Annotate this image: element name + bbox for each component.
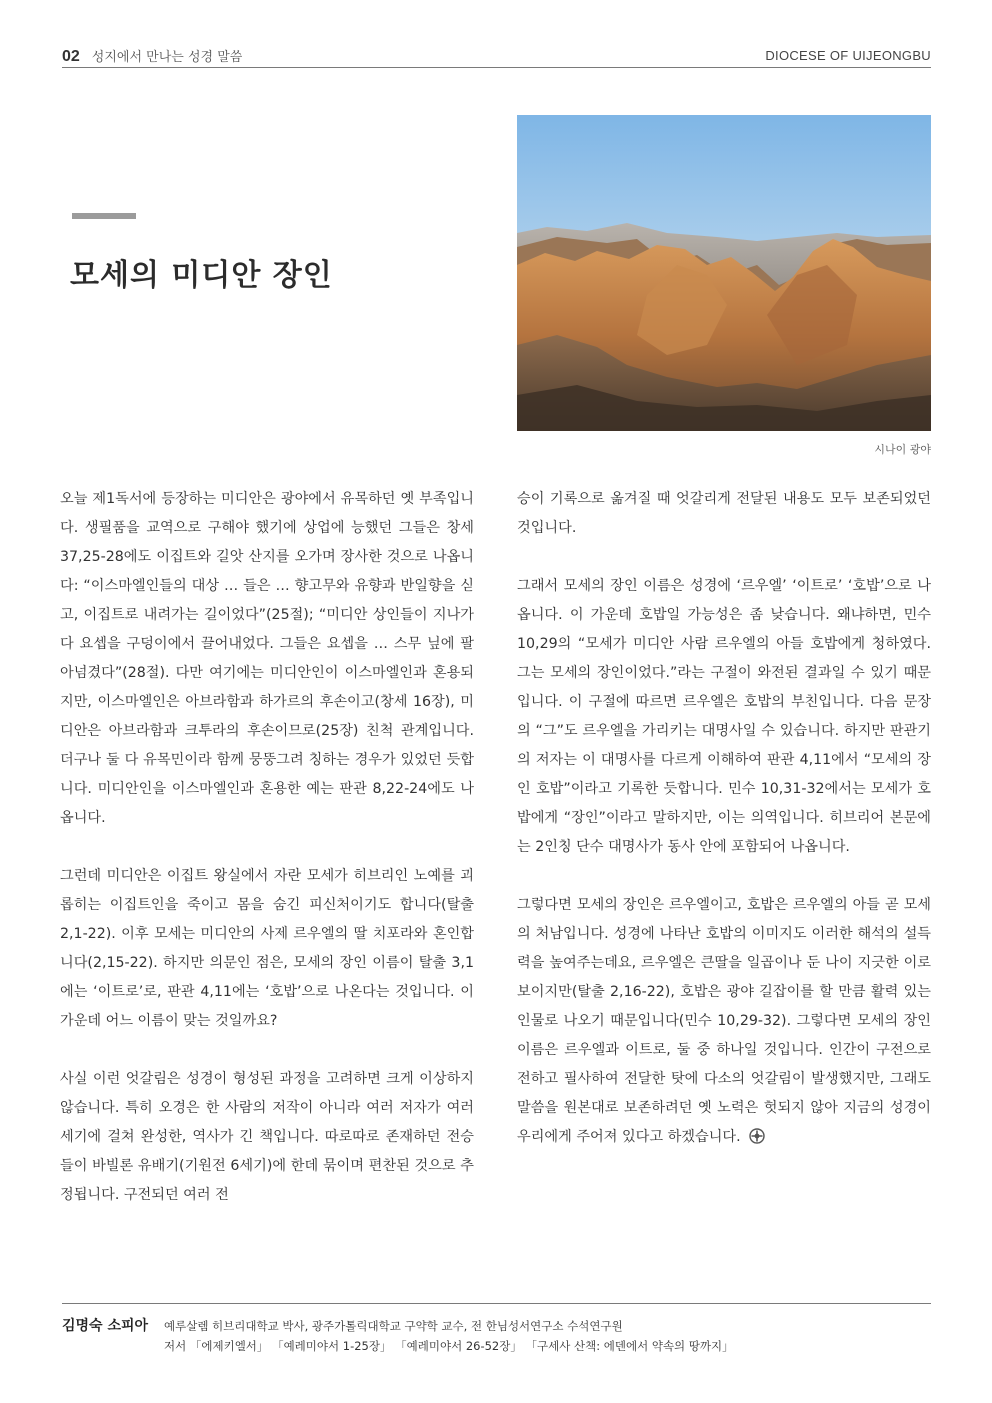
left-column [60, 485, 474, 1239]
title-accent-bar [72, 213, 136, 219]
photo-caption: 시나이 광야 [874, 443, 931, 456]
paragraph: 사실 이런 엇갈림은 성경이 형성된 과정을 고려하면 크게 이상하지 않습니다. 특히 오경은 한 사람의 저작이 아니라 여러 저자가 여러 세기에 걸쳐 완성한, 역사가 긴 책입니다. 따로따로 존재하던 전승들이 바빌론 유배기(기원전 6세기)에 한데 묶이며 편찬된 것으로 추정됩니다. 구전되던 여러 전 [60, 1071, 474, 1203]
section-name: 성지에서 만나는 성경 말씀 [91, 50, 243, 65]
footer-divider [62, 1303, 931, 1304]
publisher-name: DIOCESE OF UIJEONGBU [765, 48, 931, 63]
header-divider [62, 67, 931, 68]
paragraph: 승이 기록으로 옮겨질 때 엇갈리게 전달된 내용도 모두 보존되었던 것입니다. [517, 491, 931, 536]
author-bio [164, 1316, 734, 1356]
paragraph: 오늘 제1독서에 등장하는 미디안은 광야에서 유목하던 옛 부족입니다. 생필품을 교역으로 구해야 했기에 상업에 능했던 그들은 창세 37,25-28에도 이집트와 길앗 산지를 오가며 장사한 것으로 나옵니다: “이스마엘인들의 대상 … 들은 … 향고무와 유향과 반일향을 싣고, 이집트로 내려가는 길이었다”(25절); “미디안 상인들이 지나가다 요셉을 구덩이에서 끌어내었다. 그들은 요셉을 … 스무 닢에 팔아넘겼다”(28절). 다만 여기에는 미디안인이 이스마엘인과 혼용되지만, 이스마엘인은 아브라함과 하가르의 후손이고(창세 16장), 미디안은 아브라함과 크투라의 후손이므로(25장) 친척 관계입니다. 더구나 둘 다 유목민이라 함께 뭉뚱그려 칭하는 경우가 있었던 듯합니다. 미디안인을 이스마엘인과 혼용한 예는 판관 8,22-24에도 나옵니다. [60, 491, 474, 826]
page-header [62, 44, 931, 68]
page-number: 02 [62, 48, 80, 65]
paragraph-last [517, 891, 931, 1152]
paragraph: 그래서 모세의 장인 이름은 성경에 ‘르우엘’ ‘이트로’ ‘호밥’으로 나옵니다. 이 가운데 호밥일 가능성은 좀 낮습니다. 왜냐하면, 민수 10,29의 “모세가 미디안 사람 르우엘의 아들 호밥에게 청하였다. 그는 모세의 장인이었다.”라는 구절이 와전된 결과일 수 있기 때문입니다. 이 구절에 따르면 르우엘은 호밥의 부친입니다. 다음 문장의 “그”도 르우엘을 가리키는 대명사일 수 있습니다. 하지만 판관기의 저자는 이 대명사를 다르게 이해하여 판관 4,11에서 “모세의 장인 호밥”이라고 기록한 듯합니다. 민수 10,31-32에서는 모세가 호밥에게 “장인”이라고 말하지만, 이는 의역입니다. 히브리어 본문에는 2인칭 단수 대명사가 동사 안에 포함되어 나옵니다. [517, 578, 931, 855]
author-books-line: 저서 「에제키엘서」 「예레미야서 1-25장」 「예레미야서 26-52장」 「구세사 산책: 에덴에서 약속의 땅까지」 [164, 1339, 734, 1353]
header-left [62, 46, 242, 66]
sinai-desert-photo [517, 115, 931, 431]
author-bio-line: 예루살렘 히브리대학교 박사, 광주가톨릭대학교 구약학 교수, 전 한님성서연구소 수석연구원 [164, 1319, 623, 1333]
right-column [517, 485, 931, 1181]
article-title: 모세의 미디안 장인 [70, 258, 333, 293]
cross-emblem-icon [749, 1128, 765, 1144]
paragraph-text: 그렇다면 모세의 장인은 르우엘이고, 호밥은 르우엘의 아들 곧 모세의 처남입니다. 성경에 나타난 호밥의 이미지도 이러한 해석의 설득력을 높여주는데요, 르우엘은 큰딸을 일곱이나 둔 나이 지긋한 이로 보이지만(탈출 2,16-22), 호밥은 광야 길잡이를 할 만큼 활력 있는 인물로 나오기 때문입니다(민수 10,29-32). 그렇다면 모세의 장인 이름은 르우엘과 이트로, 둘 중 하나일 것입니다. 인간이 구전으로 전하고 필사하여 전달한 탓에 다소의 엇갈림이 발생했지만, 그래도 말씀을 원본대로 보존하려던 옛 노력은 헛되지 않아 지금의 성경이 우리에게 주어져 있다고 하겠습니다. [517, 897, 931, 1145]
author-name: 김명숙 소피아 [62, 1318, 149, 1334]
paragraph: 그런데 미디안은 이집트 왕실에서 자란 모세가 히브리인 노예를 괴롭히는 이집트인을 죽이고 몸을 숨긴 피신처이기도 합니다(탈출 2,1-22). 이후 모세는 미디안의 사제 르우엘의 딸 치포라와 혼인합니다(2,15-22). 하지만 의문인 점은, 모세의 장인 이름이 탈출 3,1에는 ‘이트로’로, 판관 4,11에는 ‘호밥’으로 나온다는 것입니다. 이 가운데 어느 이름이 맞는 것일까요? [60, 868, 474, 1029]
